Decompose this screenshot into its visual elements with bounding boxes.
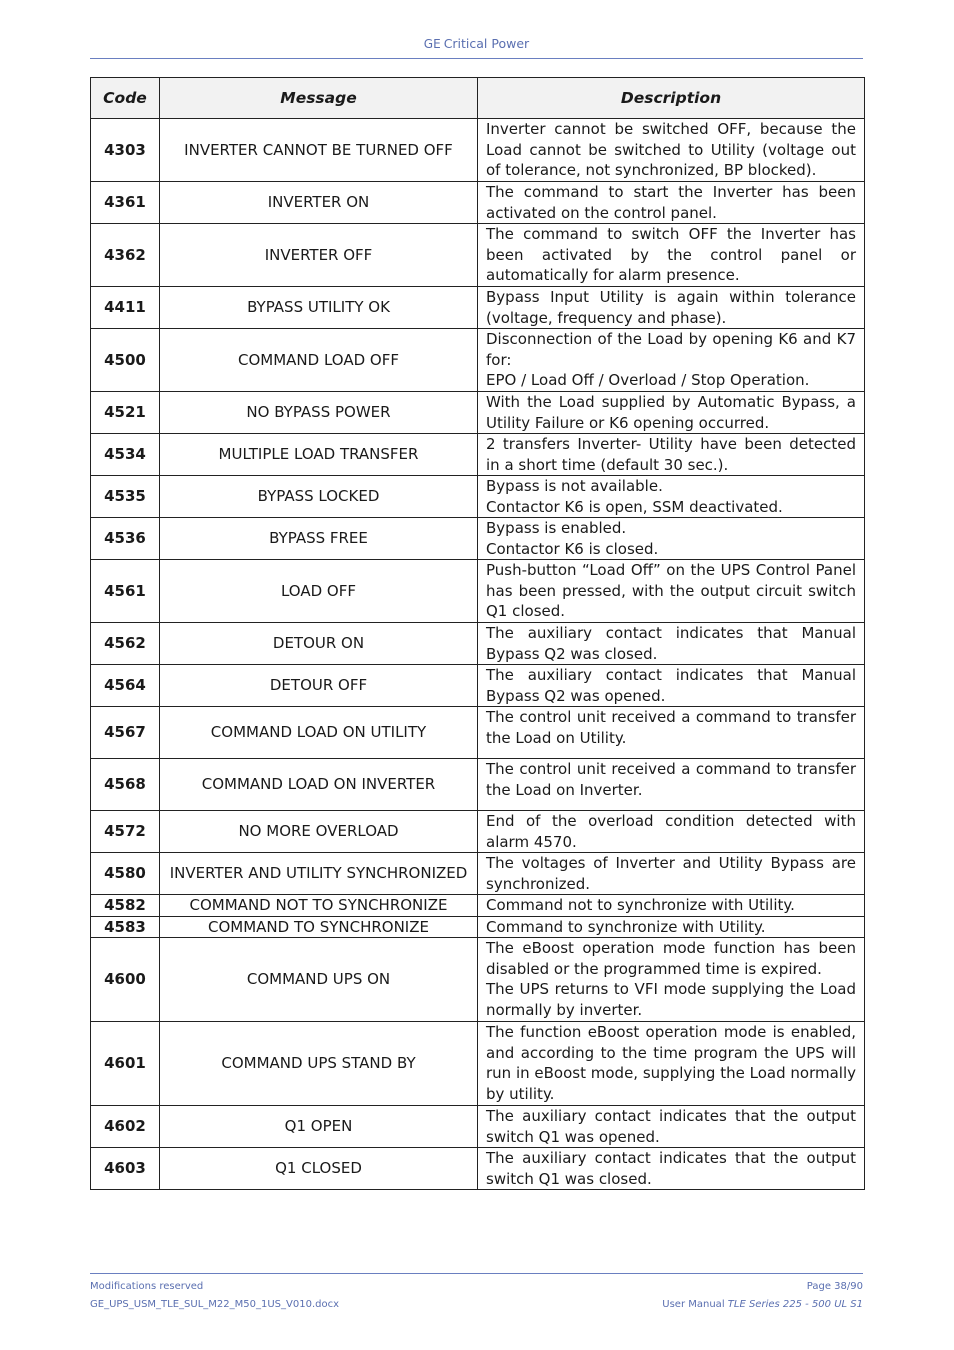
description-line: The control unit received a command to transfer the Load on Inverter.: [486, 760, 856, 799]
description-line: Command to synchronize with Utility.: [486, 917, 766, 936]
cell-message: COMMAND LOAD OFF: [160, 329, 478, 392]
cell-message: BYPASS UTILITY OK: [160, 287, 478, 329]
table-row: [91, 119, 865, 182]
table-row: [91, 224, 865, 287]
description-line: Contactor K6 is open, SSM deactivated.: [486, 497, 783, 516]
description-line: The control unit received a command to transfer the Load on Utility.: [486, 708, 856, 747]
ge-logo: GE: [423, 37, 441, 51]
footer-modifications: Modifications reserved: [90, 1281, 204, 1292]
description-line: Bypass Input Utility is again within tolerance (voltage, frequency and phase).: [486, 288, 856, 327]
cell-description: [478, 1022, 865, 1106]
table-row: [91, 759, 865, 811]
cell-code: 4303: [91, 119, 160, 182]
page-header: [90, 36, 863, 59]
cell-message: INVERTER ON: [160, 182, 478, 224]
cell-description: [478, 811, 865, 853]
table-row: [91, 938, 865, 1022]
cell-code: 4601: [91, 1022, 160, 1106]
footer-manual: [662, 1296, 863, 1314]
cell-code: 4411: [91, 287, 160, 329]
cell-message: NO BYPASS POWER: [160, 392, 478, 434]
cell-code: 4568: [91, 759, 160, 811]
cell-code: 4561: [91, 560, 160, 623]
table-row: [91, 853, 865, 895]
description-line: The auxiliary contact indicates that Manual Bypass Q2 was opened.: [486, 666, 856, 705]
cell-description: [478, 119, 865, 182]
cell-code: 4361: [91, 182, 160, 224]
table-row: [91, 434, 865, 476]
cell-description: [478, 329, 865, 392]
description-line: The voltages of Inverter and Utility Bypass are synchronized.: [486, 854, 856, 893]
cell-description: [478, 224, 865, 287]
cell-message: DETOUR OFF: [160, 665, 478, 707]
cell-description: [478, 895, 865, 917]
cell-code: 4572: [91, 811, 160, 853]
table-row: [91, 1148, 865, 1190]
cell-message: MULTIPLE LOAD TRANSFER: [160, 434, 478, 476]
table-row: [91, 665, 865, 707]
footer-manual-prefix: User Manual: [662, 1299, 725, 1310]
table-row: [91, 895, 865, 917]
description-line: End of the overload condition detected with alarm 4570.: [486, 812, 856, 851]
description-line: EPO / Load Off / Overload / Stop Operation.: [486, 371, 810, 389]
cell-code: 4564: [91, 665, 160, 707]
cell-code: 4562: [91, 623, 160, 665]
footer-manual-series: TLE Series 225 - 500 UL S1: [727, 1299, 863, 1310]
cell-description: [478, 560, 865, 623]
column-header-code: Code: [91, 78, 160, 119]
description-line: The function eBoost operation mode is enabled, and according to the time program the UPS will run in eBoost mode, supplying the Load normally by utility.: [486, 1023, 856, 1103]
footer-filename: GE_UPS_USM_TLE_SUL_M22_M50_1US_V010.docx: [90, 1299, 340, 1310]
table-row: [91, 476, 865, 518]
description-line: The auxiliary contact indicates that the output switch Q1 was closed.: [486, 1149, 856, 1188]
column-header-description: Description: [478, 78, 865, 119]
description-line: 2 transfers Inverter- Utility have been detected in a short time (default 30 sec.).: [486, 435, 856, 474]
table-row: [91, 392, 865, 434]
cell-message: BYPASS FREE: [160, 518, 478, 560]
cell-message: COMMAND TO SYNCHRONIZE: [160, 916, 478, 938]
cell-message: COMMAND UPS STAND BY: [160, 1022, 478, 1106]
table-row: [91, 916, 865, 938]
page-footer: [90, 1273, 863, 1314]
cell-description: [478, 518, 865, 560]
cell-code: 4500: [91, 329, 160, 392]
table-row: [91, 287, 865, 329]
table-row: [91, 518, 865, 560]
description-line: The command to start the Inverter has been activated on the control panel.: [486, 183, 856, 222]
description-line: Contactor K6 is closed.: [486, 539, 659, 558]
cell-message: COMMAND LOAD ON UTILITY: [160, 707, 478, 759]
cell-message: Q1 OPEN: [160, 1106, 478, 1148]
table-row: [91, 1022, 865, 1106]
cell-code: 4600: [91, 938, 160, 1022]
cell-description: [478, 392, 865, 434]
description-line: The auxiliary contact indicates that the output switch Q1 was opened.: [486, 1107, 856, 1146]
cell-message: DETOUR ON: [160, 623, 478, 665]
table-row: [91, 182, 865, 224]
cell-code: 4535: [91, 476, 160, 518]
cell-description: [478, 916, 865, 938]
table-row: [91, 329, 865, 392]
cell-code: 4583: [91, 916, 160, 938]
cell-code: 4362: [91, 224, 160, 287]
cell-message: INVERTER AND UTILITY SYNCHRONIZED: [160, 853, 478, 895]
alarm-code-table: [90, 77, 865, 1190]
cell-message: NO MORE OVERLOAD: [160, 811, 478, 853]
description-line: The eBoost operation mode function has been disabled or the programmed time is expired.: [486, 939, 856, 978]
cell-code: 4521: [91, 392, 160, 434]
header-title: Critical Power: [443, 36, 530, 51]
description-line: The auxiliary contact indicates that Manual Bypass Q2 was closed.: [486, 624, 856, 663]
table-row: [91, 811, 865, 853]
cell-code: 4580: [91, 853, 160, 895]
table-body: [91, 119, 865, 1190]
cell-description: [478, 434, 865, 476]
cell-code: 4582: [91, 895, 160, 917]
table-row: [91, 623, 865, 665]
cell-description: [478, 853, 865, 895]
cell-code: 4602: [91, 1106, 160, 1148]
table-row: [91, 1106, 865, 1148]
cell-message: BYPASS LOCKED: [160, 476, 478, 518]
description-line: The command to switch OFF the Inverter has been activated by the control panel or automatically for alarm presence.: [486, 225, 856, 284]
cell-description: [478, 287, 865, 329]
cell-description: [478, 1106, 865, 1148]
cell-description: [478, 182, 865, 224]
cell-code: 4603: [91, 1148, 160, 1190]
cell-description: [478, 476, 865, 518]
table-row: [91, 560, 865, 623]
description-line: Command not to synchronize with Utility.: [486, 896, 795, 914]
cell-message: COMMAND UPS ON: [160, 938, 478, 1022]
cell-code: 4536: [91, 518, 160, 560]
table-header-row: [91, 78, 865, 119]
cell-description: [478, 759, 865, 811]
cell-description: [478, 623, 865, 665]
cell-description: [478, 707, 865, 759]
cell-code: 4534: [91, 434, 160, 476]
cell-message: COMMAND NOT TO SYNCHRONIZE: [160, 895, 478, 917]
cell-message: Q1 CLOSED: [160, 1148, 478, 1190]
table-row: [91, 707, 865, 759]
cell-message: COMMAND LOAD ON INVERTER: [160, 759, 478, 811]
cell-code: 4567: [91, 707, 160, 759]
description-line: Push-button “Load Off” on the UPS Control Panel has been pressed, with the output circuit switch Q1 closed.: [486, 561, 856, 620]
footer-page-number: Page 38/90: [806, 1281, 863, 1292]
cell-description: [478, 665, 865, 707]
description-line: Bypass is enabled.: [486, 519, 627, 537]
cell-description: [478, 938, 865, 1022]
description-line: The UPS returns to VFI mode supplying the Load normally by inverter.: [486, 980, 856, 1019]
description-line: Inverter cannot be switched OFF, because the Load cannot be switched to Utility (voltage out of tolerance, not synchronized, BP blocked).: [486, 120, 856, 179]
cell-description: [478, 1148, 865, 1190]
description-line: Disconnection of the Load by opening K6 and K7 for:: [486, 330, 856, 369]
cell-message: LOAD OFF: [160, 560, 478, 623]
description-line: With the Load supplied by Automatic Bypass, a Utility Failure or K6 opening occurred.: [486, 393, 856, 432]
description-line: Bypass is not available.: [486, 477, 663, 495]
cell-message: INVERTER CANNOT BE TURNED OFF: [160, 119, 478, 182]
cell-message: INVERTER OFF: [160, 224, 478, 287]
column-header-message: Message: [160, 78, 478, 119]
